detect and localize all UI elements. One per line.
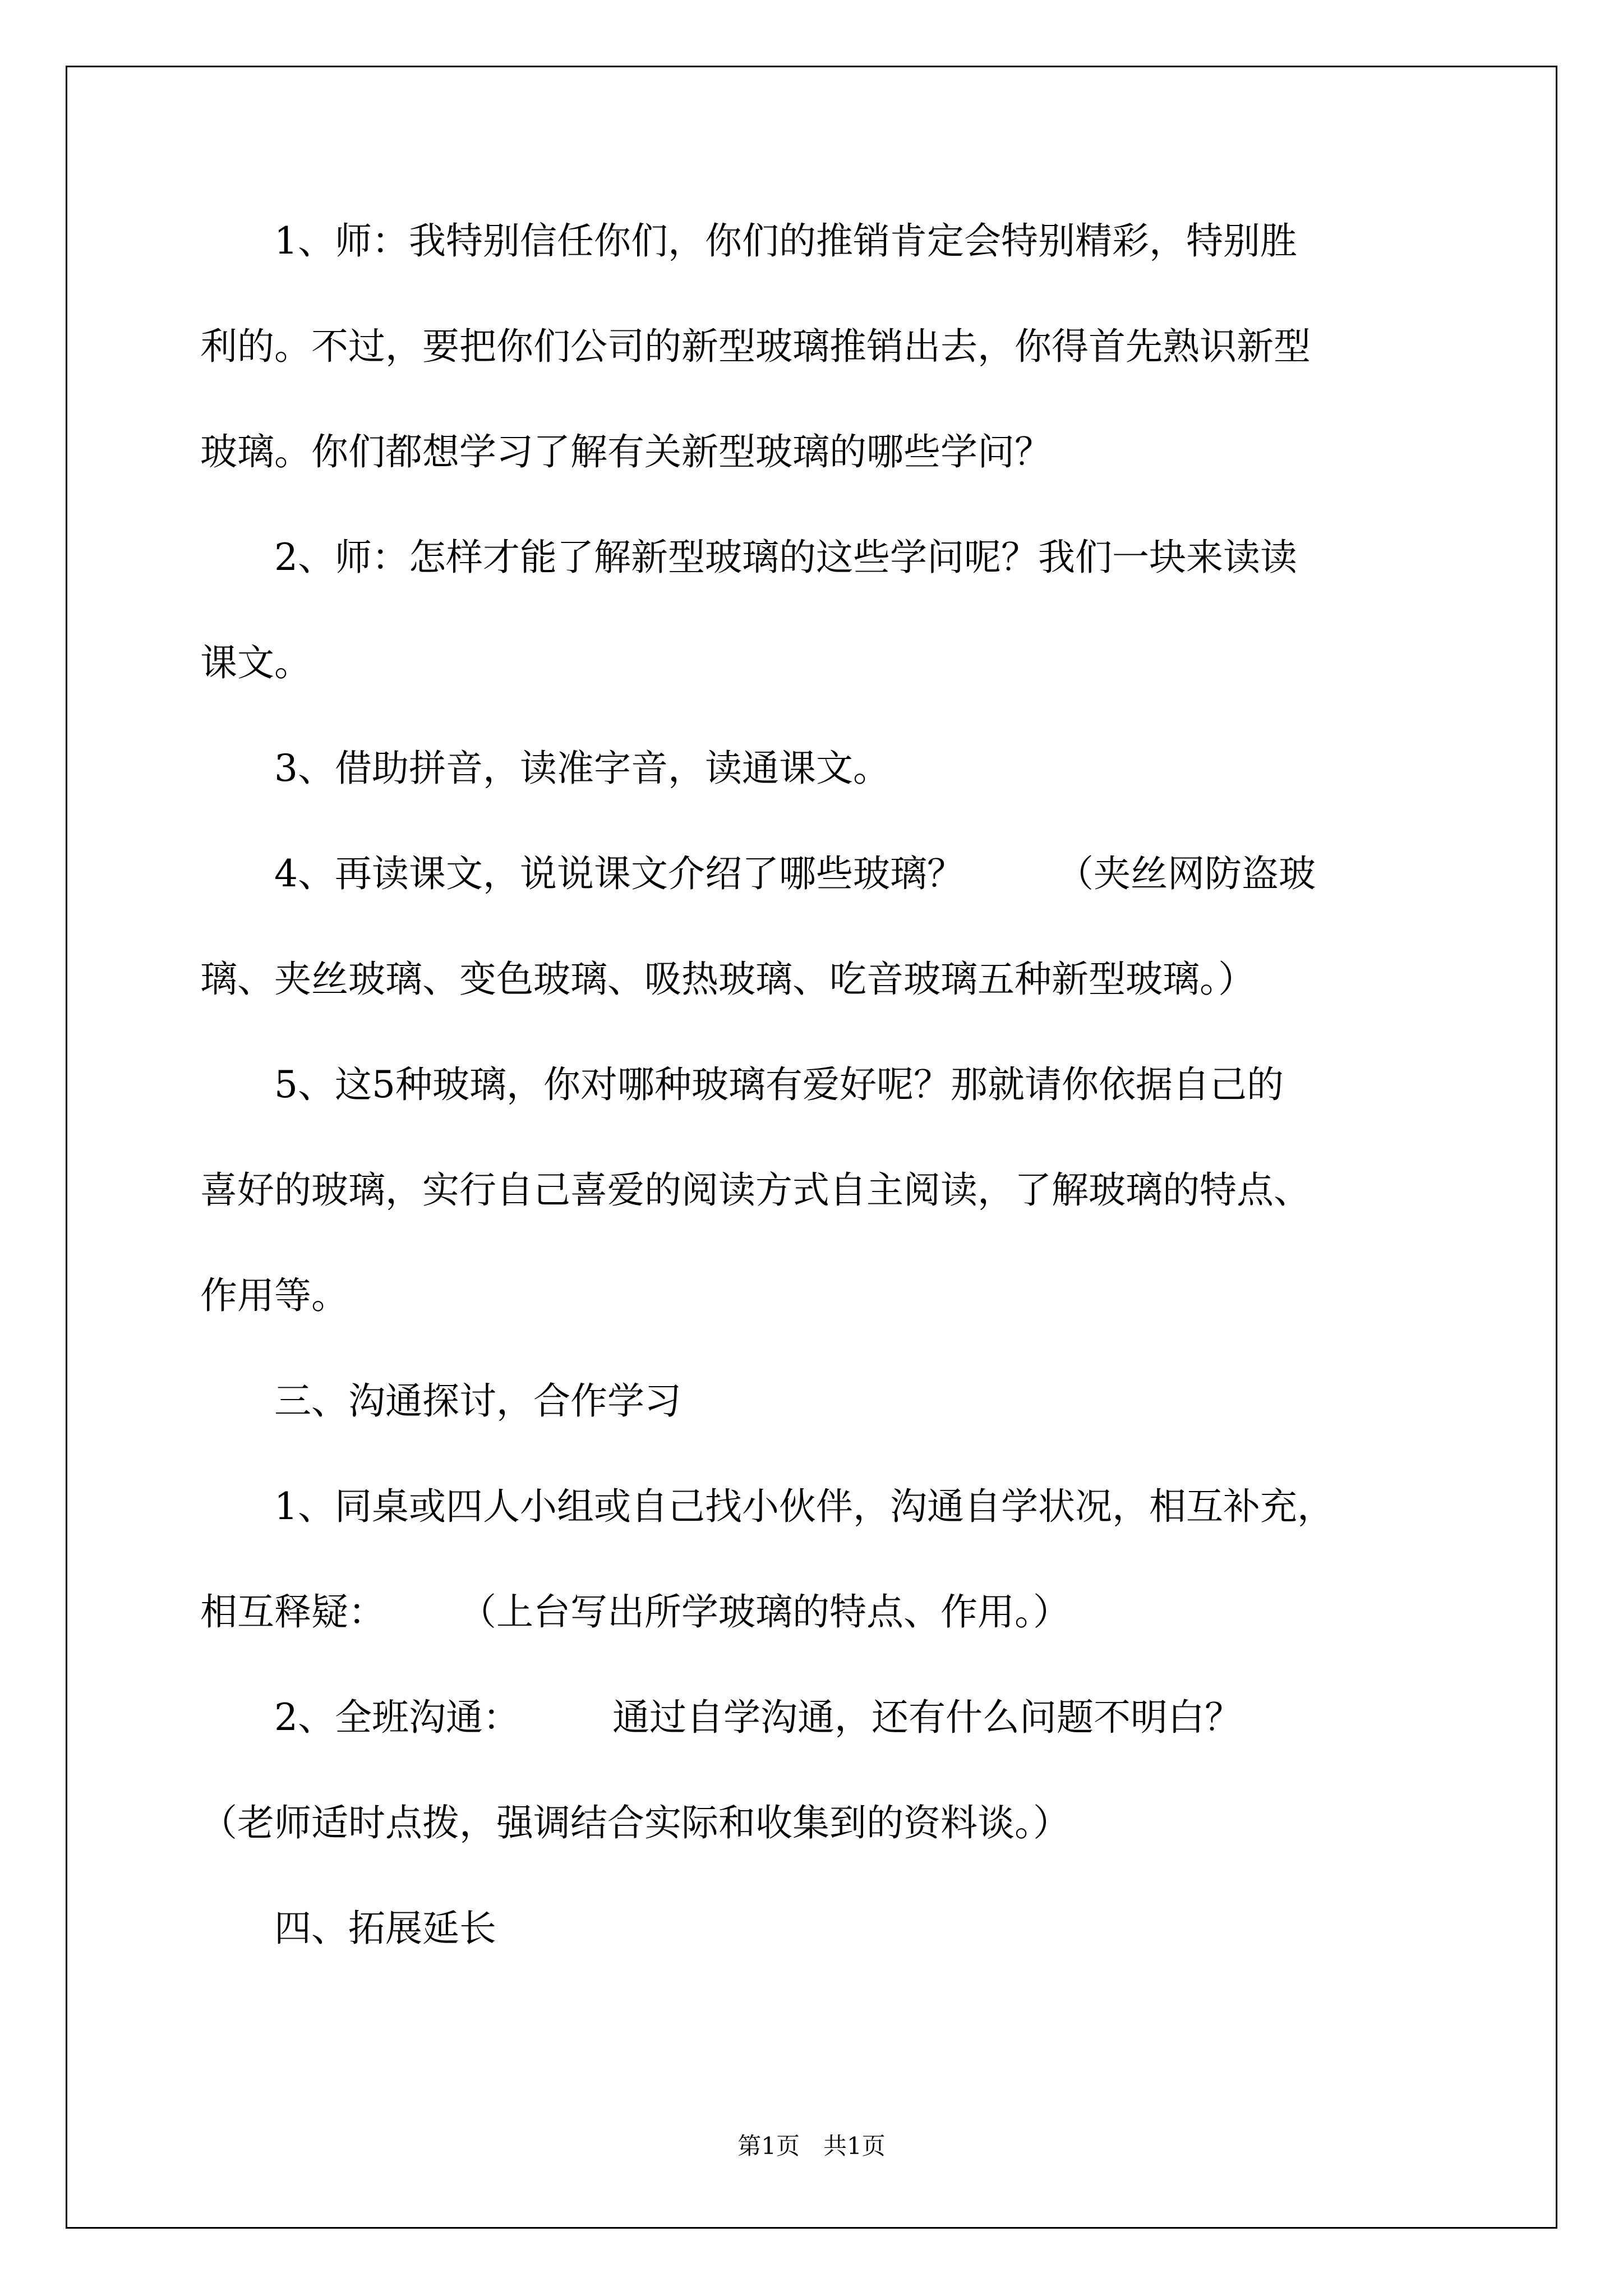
text-line-11: 作用等。 [200,1274,348,1317]
text-line-14: 相互释疑： （上台写出所学玻璃的特点、作用。） [200,1590,1070,1634]
section-heading-4: 四、拓展延长 [274,1907,496,1950]
text-line-5: 课文。 [200,641,311,684]
text-line-3: 玻璃。你们都想学习了解有关新型玻璃的哪些学问？ [200,430,1052,473]
text-line-8: 璃、夹丝玻璃、变色玻璃、吸热玻璃、吃音玻璃五种新型玻璃。） [200,958,1255,1001]
text-line-10: 喜好的玻璃，实行自己喜爱的阅读方式自主阅读，了解玻璃的特点、 [200,1168,1311,1212]
text-line-6: 3、借助拼音，读准字音，读通课文。 [274,747,890,790]
section-heading-3: 三、沟通探讨，合作学习 [274,1379,681,1423]
page-number-footer: 第1页 共1页 [737,2132,886,2160]
text-line-9: 5、这5种玻璃，你对哪种玻璃有爱好呢？那就请你依据自己的 [274,1063,1284,1106]
page-border [66,66,1557,2229]
text-line-15: 2、全班沟通： 通过自学沟通，还有什么问题不明白？ [274,1696,1242,1739]
text-line-1: 1、师：我特别信任你们，你们的推销肯定会特别精彩，特别胜 [274,219,1297,263]
text-line-7: 4、再读课文，说说课文介绍了哪些玻璃？ （夹丝网防盗玻 [274,852,1316,895]
text-line-13: 1、同桌或四人小组或自己找小伙伴，沟通自学状况，相互补充， [274,1485,1334,1528]
text-line-2: 利的。不过，要把你们公司的新型玻璃推销出去，你得首先熟识新型 [200,325,1311,368]
text-line-4: 2、师：怎样才能了解新型玻璃的这些学问呢？我们一块来读读 [274,536,1297,579]
text-line-16: （老师适时点拨，强调结合实际和收集到的资料谈。） [200,1801,1070,1844]
